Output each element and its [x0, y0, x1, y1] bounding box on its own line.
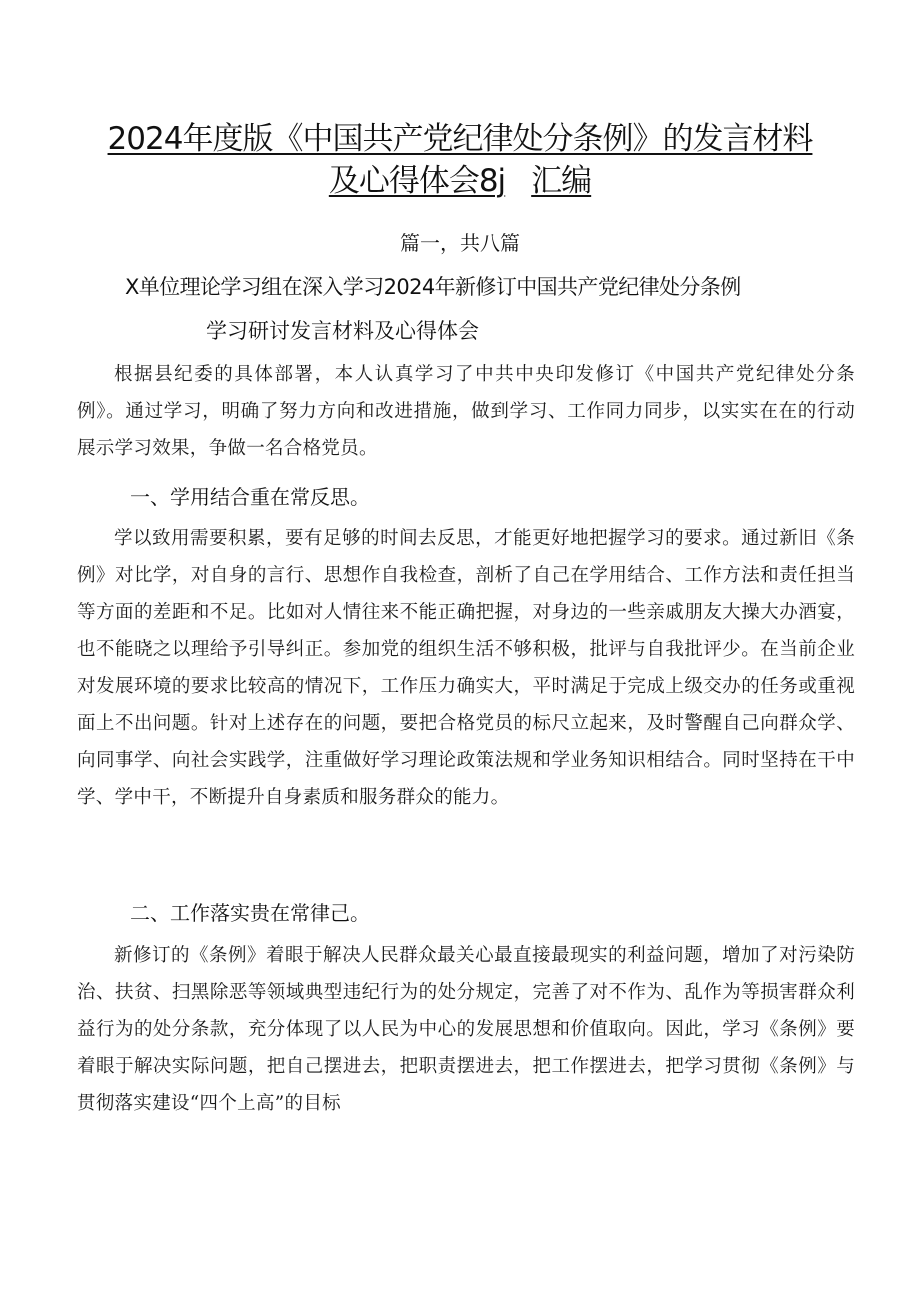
document-title-line-2: [60, 160, 860, 202]
subtitle-line-1: X单位理论学习组在深入学习2024年新修订中国共产党纪律处分条例: [125, 275, 741, 299]
section-1-heading: 一、学用结合重在常反思。: [130, 485, 370, 509]
title-text-1: 2024年度版《中国共产党纪律处分条例》的发言材料: [107, 121, 813, 157]
subtitle-line-2: 学习研讨发言材料及心得体会: [206, 319, 479, 343]
title-text-2b: 汇编: [531, 163, 592, 199]
section-2-paragraph: 新修订的《条例》着眼于解决人民群众最关心最直接最现实的利益问题，增加了对污染防治、扶贫、扫黑除恶等领域典型违纪行为的处分规定，完善了对不作为、乱作为等损害群众利益行为的处分条款，充分体现了以人民为中心的发展思想和价值取向。因此，学习《条例》要着眼于解决实际问题，把自己摆进去，把职责摆进去，把工作摆进去，把学习贯彻《条例》与贯彻落实建设“四个上高”的目标: [77, 945, 855, 1114]
title-text-2a: 及心得体会8j: [328, 163, 506, 199]
intro-paragraph: 根据县纪委的具体部署，本人认真学习了中共中央印发修订《中国共产党纪律处分条例》。通过学习，明确了努力方向和改进措施，做到学习、工作同力同步，以实实在在的行动展示学习效果，争做一名合格党员。: [77, 364, 855, 459]
section-2-heading: 二、工作落实贵在常律己。: [130, 901, 370, 925]
part-label: 篇一，共八篇: [400, 231, 520, 255]
document-title-line-1: [60, 118, 860, 160]
section-1-paragraph: 学以致用需要积累，要有足够的时间去反思，才能更好地把握学习的要求。通过新旧《条例》对比学，对自身的言行、思想作自我检查，剖析了自己在学用结合、工作方法和责任担当等方面的差距和不足。比如对人情往来不能正确把握，对身边的一些亲戚朋友大操大办酒宴，也不能晓之以理给予引导纠正。参加党的组织生活不够积极，批评与自我批评少。在当前企业对发展环境的要求比较高的情况下，工作压力确实大，平时满足于完成上级交办的任务或重视面上不出问题。针对上述存在的问题，要把合格党员的标尺立起来，及时警醒自己向群众学、向同事学、向社会实践学，注重做好学习理论政策法规和学业务知识相结合。同时坚持在干中学、学中干，不断提升自身素质和服务群众的能力。: [77, 528, 855, 808]
